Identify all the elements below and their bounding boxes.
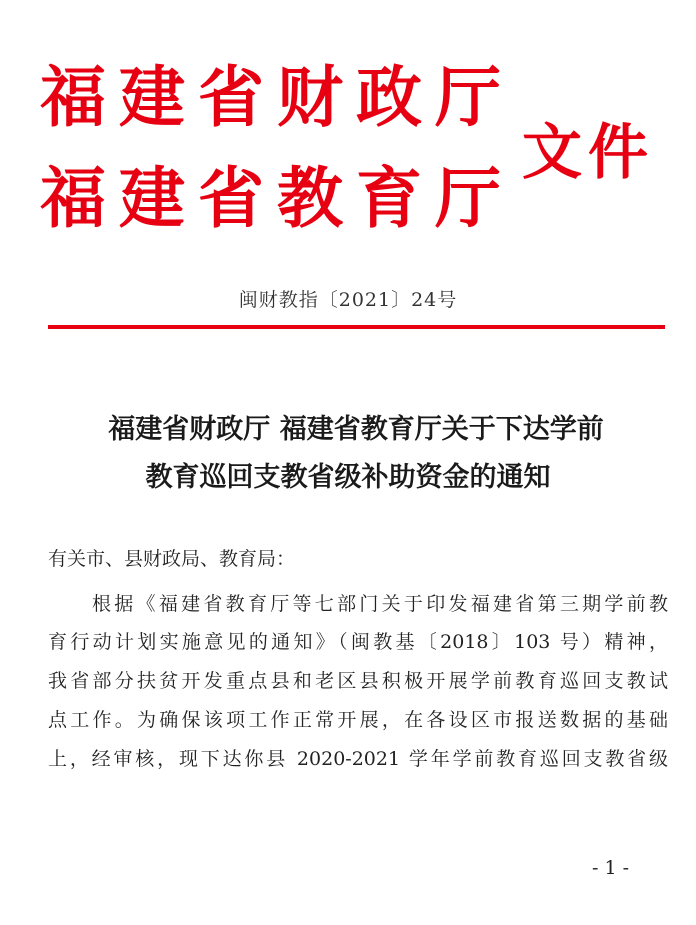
- page-number: - 1 -: [592, 857, 630, 879]
- red-divider-line: [48, 325, 665, 329]
- body-text-line-1: 根据《福建省教育厅等七部门关于印发福建省第三期学前教: [92, 593, 668, 615]
- salutation: 有关市、县财政局、教育局：: [48, 548, 296, 570]
- body-text-line-5: 上，经审核，现下达你县 2020-2021 学年学前教育巡回支教省级: [48, 748, 668, 770]
- document-title-line-1: 福建省财政厅 福建省教育厅关于下达学前: [108, 414, 604, 445]
- document-type-label: 文件: [522, 118, 654, 188]
- issuing-agency-education: 福建省教育厅: [40, 159, 514, 237]
- document-title-line-2: 教育巡回支教省级补助资金的通知: [145, 462, 551, 493]
- body-text-line-2: 育行动计划实施意见的通知》（闽教基〔2018〕103 号）精神，: [48, 631, 668, 653]
- document-number: 闽财教指〔2021〕24号: [238, 289, 458, 311]
- body-text-line-3: 我省部分扶贫开发重点县和老区县积极开展学前教育巡回支教试: [48, 670, 668, 692]
- body-text-line-4: 点工作。为确保该项工作正常开展，在各设区市报送数据的基础: [48, 709, 668, 731]
- issuing-agency-finance: 福建省财政厅: [40, 58, 514, 136]
